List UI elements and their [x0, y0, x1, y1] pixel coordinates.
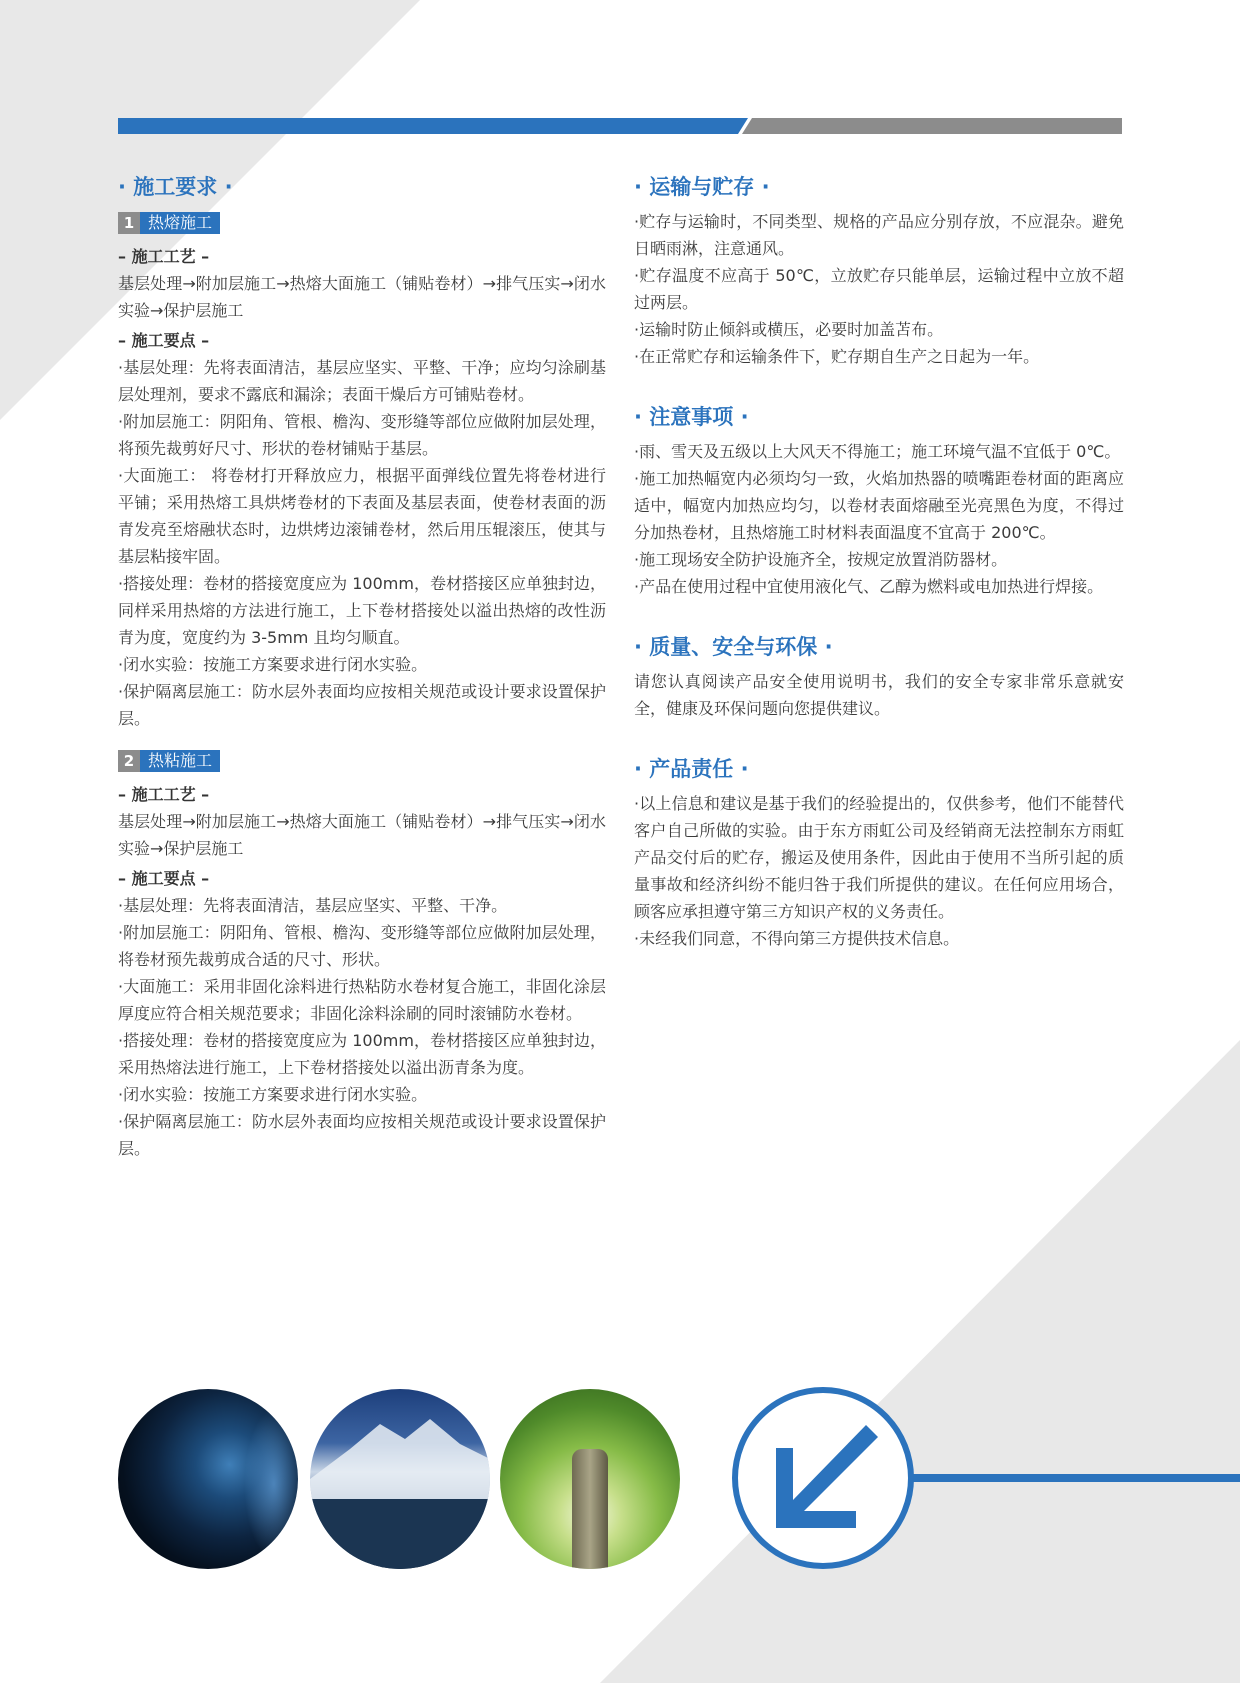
list-item: ·未经我们同意，不得向第三方提供技术信息。 [634, 929, 960, 948]
badge-label: 热粘施工 [140, 750, 220, 772]
list-item: ·贮存温度不应高于 50℃，立放贮存只能单层，运输过程中立放不超过两层。 [634, 266, 1124, 312]
notice-section [634, 400, 1124, 600]
badge-number: 2 [118, 750, 140, 772]
points-title: – 施工要点 – [118, 869, 210, 888]
point-item: ·搭接处理：卷材的搭接宽度应为 100mm，卷材搭接区应单独封边，同样采用热熔的方法进行施工，上下卷材搭接处以溢出热熔的改性沥青为度，宽度约为 3-5mm 且均匀顺直。 [118, 574, 606, 647]
point-item: ·基层处理：先将表面清洁，基层应坚实、平整、干净。 [118, 896, 508, 915]
point-item: ·搭接处理：卷材的搭接宽度应为 100mm，卷材搭接区应单独封边，采用热熔法进行施工，上下卷材搭接处以溢出沥青条为度。 [118, 1031, 606, 1077]
process-title: – 施工工艺 – [118, 247, 210, 266]
badge-label: 热熔施工 [140, 212, 220, 234]
liability-section [634, 752, 1124, 952]
list-item: ·产品在使用过程中宜使用液化气、乙醇为燃料或电加热进行焊接。 [634, 577, 1104, 596]
list-item: ·以上信息和建议是基于我们的经验提出的，仅供参考，他们不能替代客户自己所做的实验。由于东方雨虹公司及经销商无法控制东方雨虹产品交付后的贮存，搬运及使用条件，因此由于使用不当所引起的质量事故和经济纠纷不能归咎于我们所提供的建议。在任何应用场合，顾客应承担遵守第三方知识产权的义务责任。 [634, 794, 1124, 921]
point-item: ·闭水实验：按施工方案要求进行闭水实验。 [118, 655, 428, 674]
quality-safety-section [634, 630, 1124, 722]
point-item: ·基层处理：先将表面清洁，基层应坚实、平整、干净；应均匀涂刷基层处理剂，要求不露底和漏涂；表面干燥后方可铺贴卷材。 [118, 358, 606, 404]
transport-storage-heading: · 运输与贮存 · [634, 175, 770, 199]
construction-requirements-heading: · 施工要求 · [118, 175, 233, 199]
point-item: ·大面施工：采用非固化涂料进行热粘防水卷材复合施工，非固化涂层厚度应符合相关规范要求；非固化涂料涂刷的同时滚铺防水卷材。 [118, 977, 606, 1023]
hot-stick-badge [118, 750, 606, 772]
point-item: ·附加层施工：阴阳角、管根、檐沟、变形缝等部位应做附加层处理，将卷材预先裁剪成合适的尺寸、形状。 [118, 923, 606, 969]
top-decorative-bar [118, 118, 1122, 134]
list-item: ·雨、雪天及五级以上大风天不得施工；施工环境气温不宜低于 0℃。 [634, 442, 1121, 461]
process-text: 基层处理→附加层施工→热熔大面施工（铺贴卷材）→排气压实→闭水实验→保护层施工 [118, 274, 606, 320]
left-column [118, 170, 606, 1162]
point-item: ·保护隔离层施工：防水层外表面均应按相关规范或设计要求设置保护层。 [118, 1112, 606, 1158]
list-item: 请您认真阅读产品安全使用说明书，我们的安全专家非常乐意就安全，健康及环保问题向您提供建议。 [634, 672, 1124, 718]
point-item: ·大面施工： 将卷材打开释放应力，根据平面弹线位置先将卷材进行平铺；采用热熔工具烘烤卷材的下表面及基层表面，使卷材表面的沥青发亮至熔融状态时，边烘烤边滚铺卷材，然后用压辊滚压，使其与基层粘接牢固。 [118, 466, 606, 566]
decorative-line [900, 1474, 1240, 1482]
point-item: ·保护隔离层施工：防水层外表面均应按相关规范或设计要求设置保护层。 [118, 682, 606, 728]
liability-heading: · 产品责任 · [634, 757, 749, 781]
list-item: ·施工现场安全防护设施齐全，按规定放置消防器材。 [634, 550, 1008, 569]
list-item: ·在正常贮存和运输条件下，贮存期自生产之日起为一年。 [634, 347, 1040, 366]
earth-image [118, 1389, 298, 1569]
list-item: ·贮存与运输时，不同类型、规格的产品应分别存放，不应混杂。避免日晒雨淋，注意通风。 [634, 212, 1124, 258]
quality-safety-heading: · 质量、安全与环保 · [634, 635, 833, 659]
point-item: ·附加层施工：阴阳角、管根、檐沟、变形缝等部位应做附加层处理，将预先裁剪好尺寸、形状的卷材铺贴于基层。 [118, 412, 606, 458]
badge-number: 1 [118, 212, 140, 234]
transport-storage-section [634, 170, 1124, 370]
point-item: ·闭水实验：按施工方案要求进行闭水实验。 [118, 1085, 428, 1104]
list-item: ·施工加热幅宽内必须均匀一致，火焰加热器的喷嘴距卷材面的距离应适中，幅宽内加热应均匀，以卷材表面熔融至光亮黑色为度，不得过分加热卷材，且热熔施工时材料表面温度不宜高于 200℃。 [634, 469, 1124, 542]
points-title: – 施工要点 – [118, 331, 210, 350]
right-column [634, 170, 1124, 982]
process-title: – 施工工艺 – [118, 785, 210, 804]
arrow-down-left-icon [732, 1387, 914, 1569]
mountain-image [310, 1389, 490, 1569]
hot-melt-badge [118, 212, 606, 234]
process-text: 基层处理→附加层施工→热熔大面施工（铺贴卷材）→排气压实→闭水实验→保护层施工 [118, 812, 606, 858]
list-item: ·运输时防止倾斜或横压，必要时加盖苫布。 [634, 320, 944, 339]
tree-image [500, 1389, 680, 1569]
notice-heading: · 注意事项 · [634, 405, 749, 429]
